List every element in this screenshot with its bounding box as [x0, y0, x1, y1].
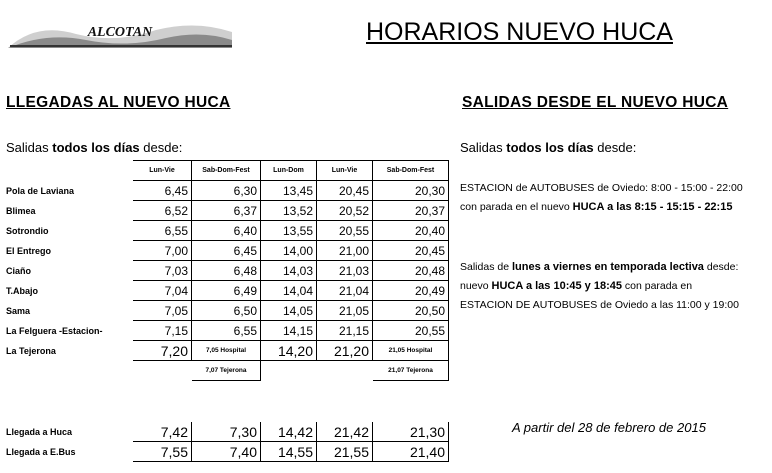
arrivals-heading: LLEGADAS AL NUEVO HUCA: [6, 94, 231, 111]
table-row: El Entrego 7,00 6,45 14,00 21,00 20,45: [5, 241, 449, 261]
table-row: Blimea 6,52 6,37 13,52 20,52 20,37: [5, 201, 449, 221]
table-row: Pola de Laviana 6,45 6,30 13,45 20,45 20,30: [5, 181, 449, 201]
logo-text: ALCOTAN: [87, 25, 153, 40]
table-row: 7,07 Tejerona 21,07 Tejerona: [5, 361, 449, 381]
stop-name: Llegada a Huca: [6, 426, 73, 437]
stop-name: Sotrondio: [6, 225, 49, 236]
page-title: HORARIOS NUEVO HUCA: [366, 18, 673, 46]
table-row: Llegada a E.Bus 7,55 7,40 14,55 21,55 21,40: [5, 442, 449, 462]
departure-line: ESTACION DE AUTOBUSES de Oviedo a las 11:00 y 19:00: [460, 299, 739, 311]
table-row: Sotrondio 6,55 6,40 13,55 20,55 20,40: [5, 221, 449, 241]
departures-intro: Salidas todos los días desde:: [460, 140, 637, 155]
table-header-row: [5, 161, 449, 181]
stop-name: Pola de Laviana: [6, 185, 75, 196]
stop-name: Ciaño: [6, 265, 32, 276]
stop-name: El Entrego: [6, 245, 52, 256]
stop-name: Llegada a E.Bus: [6, 446, 76, 457]
table-row: La Tejerona 7,20 7,05 Hospital 14,20 21,20 21,05 Hospital: [5, 341, 449, 361]
stop-name: La Tejerona: [6, 345, 56, 356]
validity-note: A partir del 28 de febrero de 2015: [512, 420, 706, 435]
arrivals-table: [4, 160, 449, 462]
arrivals-intro: Salidas todos los días desde:: [6, 140, 183, 155]
table-row: Sama 7,05 6,50 14,05 21,05 20,50: [5, 301, 449, 321]
table-row: Llegada a Huca 7,42 7,30 14,42 21,42 21,30: [5, 422, 449, 442]
alcotan-logo: [6, 18, 234, 52]
column-header: Sab-Dom-Fest: [373, 161, 449, 181]
column-header: Sab-Dom-Fest: [192, 161, 261, 181]
stop-name: Sama: [6, 305, 31, 316]
stop-name: La Felguera -Estacion-: [6, 325, 103, 336]
table-row: T.Abajo 7,04 6,49 14,04 21,04 20,49: [5, 281, 449, 301]
departure-line: nuevo HUCA a las 10:45 y 18:45 con parada en: [460, 280, 693, 292]
table-row: Ciaño 7,03 6,48 14,03 21,03 20,48: [5, 261, 449, 281]
stop-name: T.Abajo: [6, 285, 39, 296]
stop-name: Blimea: [6, 205, 36, 216]
column-header: Lun-Vie: [133, 161, 192, 181]
column-header: Lun-Vie: [317, 161, 373, 181]
column-header: Lun-Dom: [261, 161, 317, 181]
departure-line: con parada en el nuevo HUCA a las 8:15 - 15:15 - 22:15: [460, 201, 733, 213]
table-row: La Felguera -Estacion- 7,15 6,55 14,15 21,15 20,55: [5, 321, 449, 341]
departure-line: ESTACION de AUTOBUSES de Oviedo: 8:00 - 15:00 - 22:00: [460, 182, 743, 194]
departure-line: Salidas de lunes a viernes en temporada lectiva desde:: [460, 261, 739, 273]
departures-heading: SALIDAS DESDE EL NUEVO HUCA: [462, 94, 729, 111]
